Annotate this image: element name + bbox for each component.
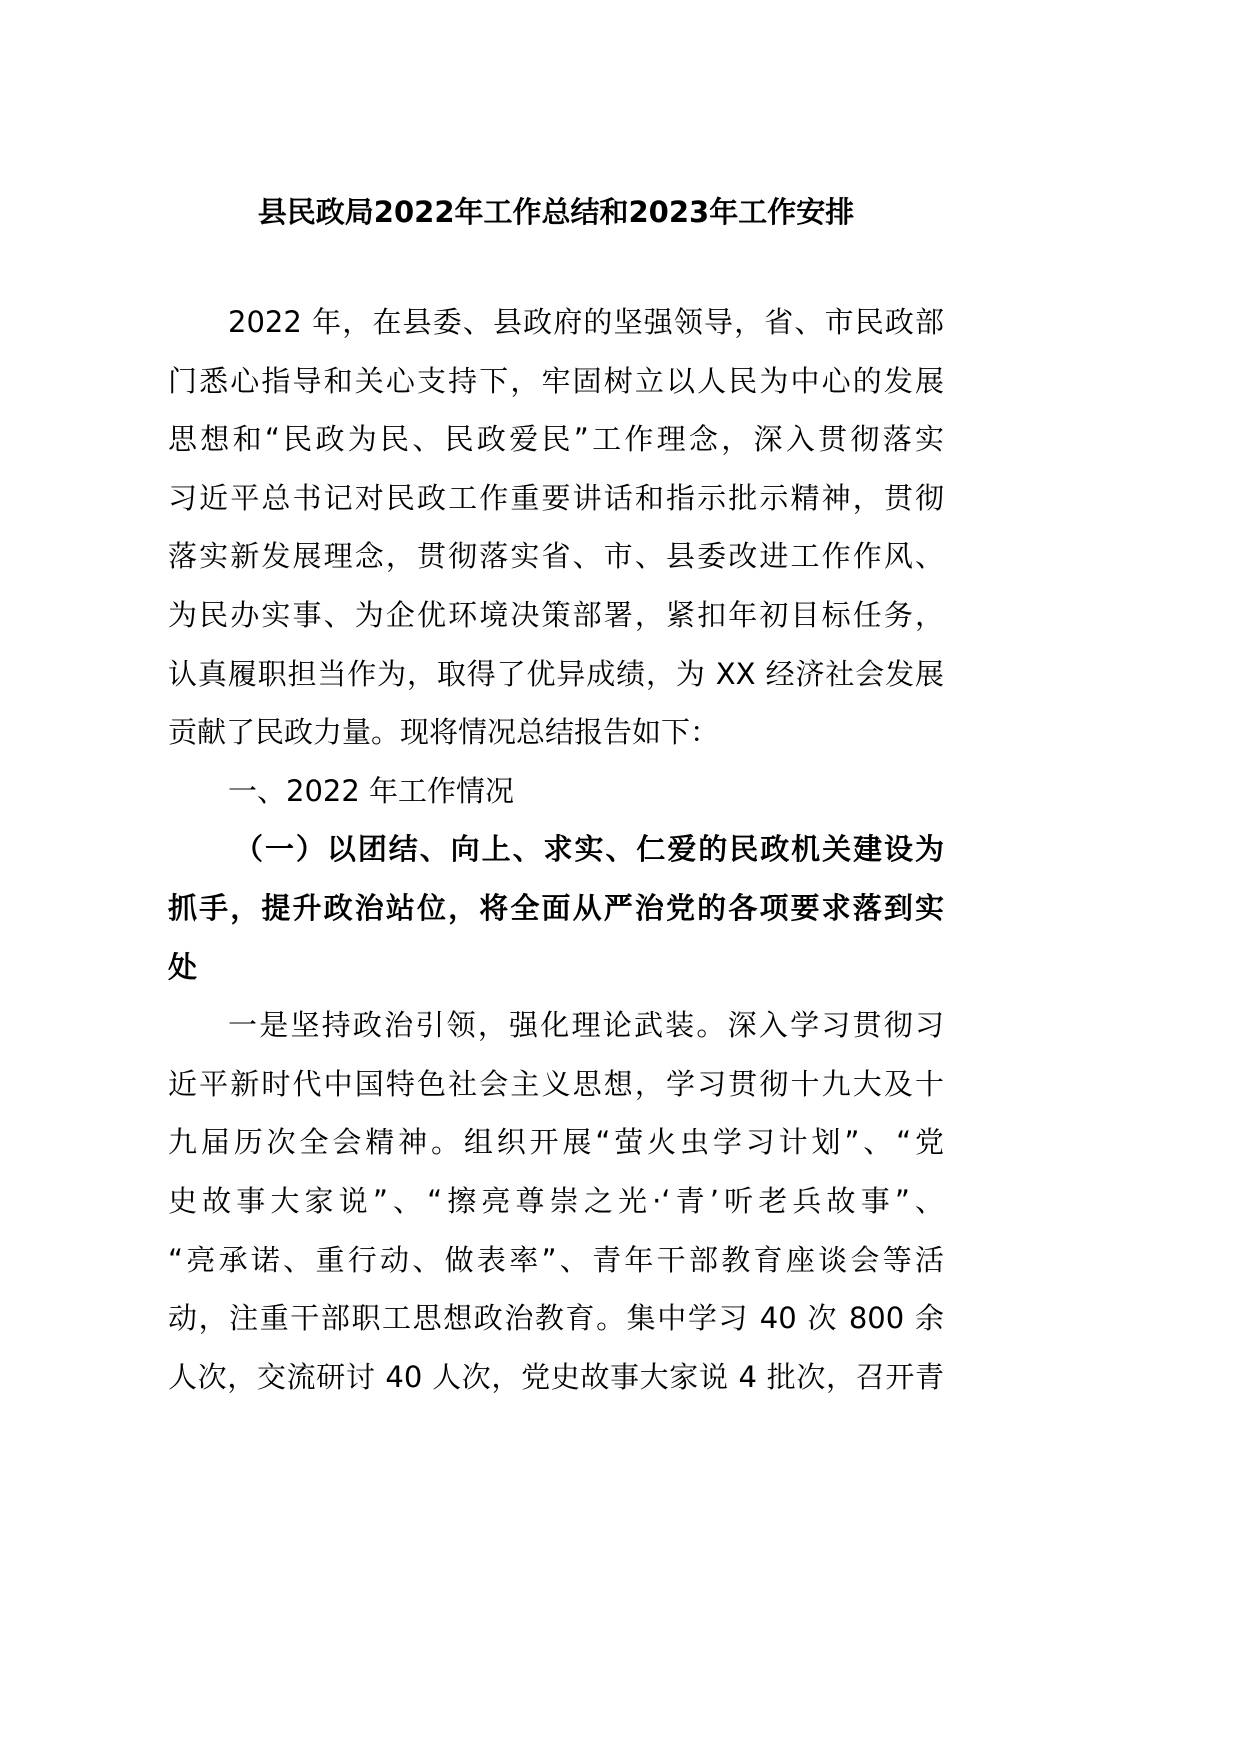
subsection-heading-line: 处	[168, 949, 198, 984]
subsection-heading-line: （一）以团结、向上、求实、仁爱的民政机关建设为	[234, 832, 944, 867]
text-line: 近平新时代中国特色社会主义思想，学习贯彻十九大及十	[168, 1066, 944, 1101]
text-line: 一是坚持政治引领，强化理论武装。深入学习贯彻习	[228, 1008, 944, 1043]
text-line: 九届历次全会精神。组织开展“萤火虫学习计划”、“党	[168, 1125, 944, 1160]
text-line: 2022 年，在县委、县政府的坚强领导，省、市民政部	[228, 305, 944, 339]
point-one-paragraph	[168, 996, 944, 1406]
subsection-heading-line: 抓手，提升政治站位，将全面从严治党的各项要求落到实	[168, 890, 944, 925]
subsection-heading	[168, 820, 944, 996]
section-heading	[168, 762, 944, 821]
text-line: 落实新发展理念，贯彻落实省、市、县委改进工作作风、	[168, 539, 944, 574]
text-line: 门悉心指导和关心支持下，牢固树立以人民为中心的发展	[168, 363, 944, 398]
text-line: 为民办实事、为企优环境决策部署，紧扣年初目标任务，	[168, 597, 944, 632]
document-title: 县民政局2022年工作总结和2023年工作安排	[257, 195, 855, 229]
section-heading-text: 一、2022 年工作情况	[228, 773, 515, 808]
text-line: 动，注重干部职工思想政治教育。集中学习 40 次 800 余	[168, 1301, 944, 1336]
text-line: 思想和“民政为民、民政爱民”工作理念，深入贯彻落实	[168, 422, 944, 457]
text-line: 习近平总书记对民政工作重要讲话和指示批示精神，贯彻	[168, 480, 944, 515]
text-line: 人次，交流研讨 40 人次，党史故事大家说 4 批次，召开青	[168, 1359, 944, 1394]
text-line: 贡献了民政力量。现将情况总结报告如下：	[168, 715, 720, 750]
text-line: 认真履职担当作为，取得了优异成绩，为 XX 经济社会发展	[168, 656, 944, 691]
intro-paragraph	[168, 293, 944, 762]
text-line: 史故事大家说”、“擦亮尊崇之光·‘青’听老兵故事”、	[168, 1183, 944, 1218]
text-line: “亮承诺、重行动、做表率”、青年干部教育座谈会等活	[168, 1242, 944, 1277]
document-body	[168, 293, 944, 1406]
